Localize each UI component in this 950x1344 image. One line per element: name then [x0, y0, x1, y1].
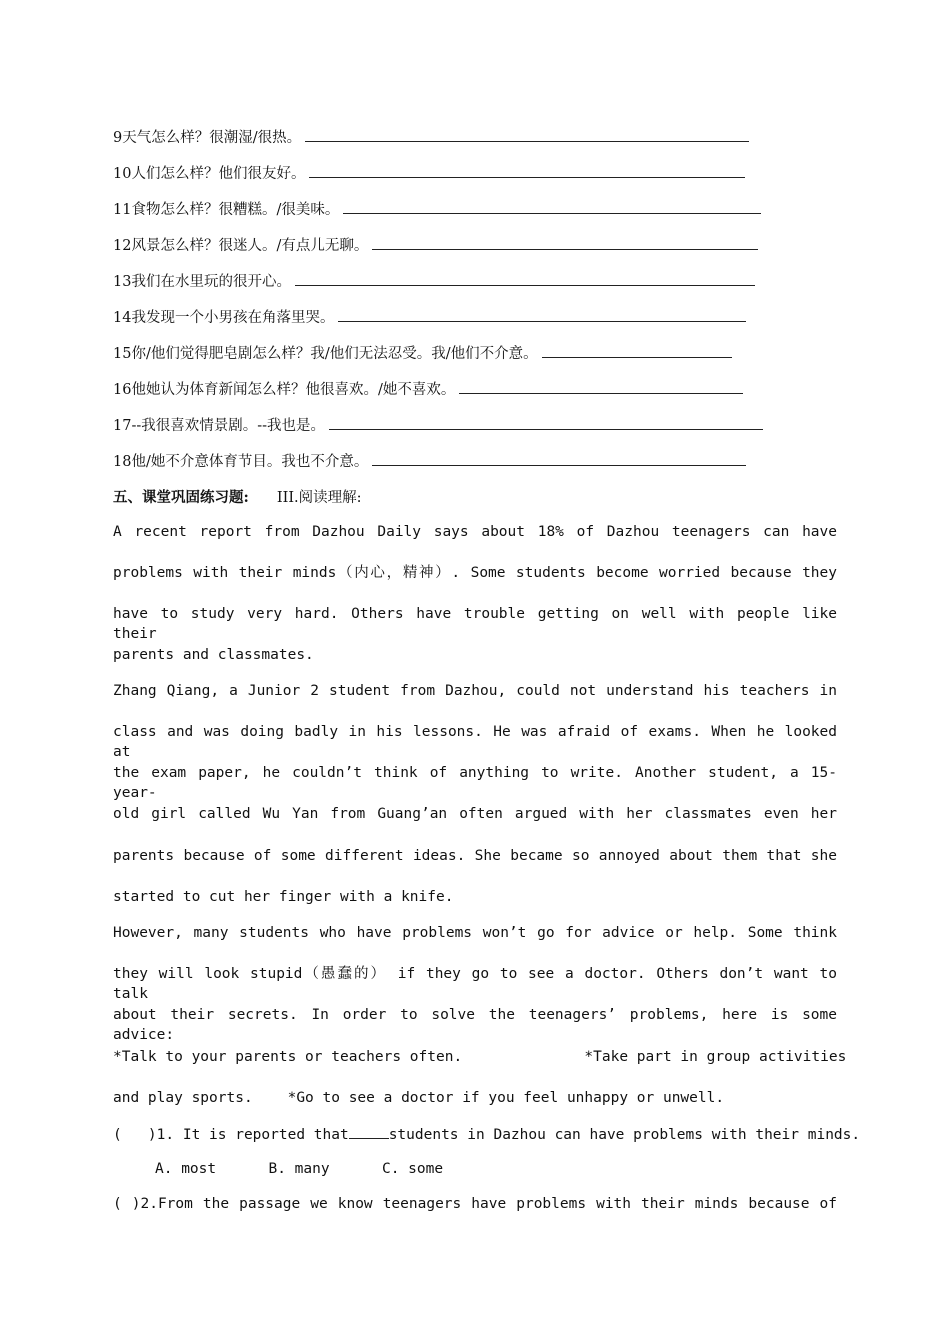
- passage-line: class and was doing badly in his lessons. He was afraid of exams. When he looked at: [113, 724, 837, 760]
- answer-blank[interactable]: [295, 271, 755, 286]
- question-1: [113, 1124, 861, 1143]
- translation-item: 11食物怎么样？很糟糕。/很美味。: [113, 199, 761, 220]
- passage-line: about their secrets. In order to solve the teenagers’ problems, here is some advice:: [113, 1007, 837, 1043]
- translation-item: 13我们在水里玩的很开心。: [113, 271, 755, 292]
- passage-line: However, many students who have problems won’t go for advice or help. Some think: [113, 925, 837, 941]
- translation-item: 15你/他们觉得肥皂剧怎么样？我/他们无法忍受。我/他们不介意。: [113, 343, 732, 364]
- answer-blank[interactable]: [459, 379, 743, 394]
- answer-blank[interactable]: [305, 127, 749, 142]
- passage-line: and play sports. *Go to see a doctor if you feel unhappy or unwell.: [113, 1090, 725, 1106]
- passage-line: old girl called Wu Yan from Guang’an often argued with her classmates even her: [113, 806, 837, 822]
- passage-line: A recent report from Dazhou Daily says about 18% of Dazhou teenagers can have: [113, 524, 837, 540]
- answer-blank[interactable]: [329, 415, 763, 430]
- question-2: ( )2.From the passage we know teenagers have problems with their minds because of: [113, 1196, 837, 1212]
- question-1-prefix: ( )1. It is reported that: [113, 1127, 349, 1143]
- answer-blank[interactable]: [343, 199, 761, 214]
- section-subtitle: III.阅读理解:: [276, 490, 362, 506]
- passage-line: have to study very hard. Others have trouble getting on well with people like their: [113, 606, 837, 642]
- passage-line: parents because of some different ideas. She became so annoyed about them that she: [113, 848, 837, 864]
- answer-blank[interactable]: [542, 343, 732, 358]
- translation-item: 14我发现一个小男孩在角落里哭。: [113, 307, 746, 328]
- answer-blank[interactable]: [338, 307, 746, 322]
- translation-item: 12风景怎么样？很迷人。/有点儿无聊。: [113, 235, 758, 256]
- section-heading: [113, 486, 362, 507]
- answer-blank[interactable]: [372, 451, 746, 466]
- passage-line: started to cut her finger with a knife.: [113, 889, 454, 905]
- question-1-options: A. most B. many C. some: [155, 1161, 444, 1177]
- passage-line: the exam paper, he couldn’t think of anything to write. Another student, a 15-year-: [113, 765, 837, 801]
- translation-item: 18他/她不介意体育节目。我也不介意。: [113, 451, 746, 472]
- passage-line: *Talk to your parents or teachers often. *Take part in group activities: [113, 1049, 847, 1065]
- translation-item: 9天气怎么样？很潮湿/很热。: [113, 127, 749, 148]
- translation-item: 16他她认为体育新闻怎么样？他很喜欢。/她不喜欢。: [113, 379, 743, 400]
- question-1-suffix: students in Dazhou can have problems with their minds.: [388, 1127, 861, 1143]
- answer-blank[interactable]: [372, 235, 758, 250]
- passage-line: Zhang Qiang, a Junior 2 student from Dazhou, could not understand his teachers in: [113, 683, 837, 699]
- translation-item: 17--我很喜欢情景剧。--我也是。: [113, 415, 763, 436]
- passage-line: problems with their minds（内心，精神）. Some students become worried because they: [113, 565, 837, 581]
- translation-item: 10人们怎么样？他们很友好。: [113, 163, 745, 184]
- passage-line: parents and classmates.: [113, 647, 314, 663]
- question-1-blank[interactable]: [349, 1124, 389, 1139]
- passage-line: they will look stupid（愚蠢的） if they go to see a doctor. Others don’t want to talk: [113, 966, 837, 1002]
- section-title: 五、课堂巩固练习题:: [113, 489, 249, 506]
- answer-blank[interactable]: [309, 163, 745, 178]
